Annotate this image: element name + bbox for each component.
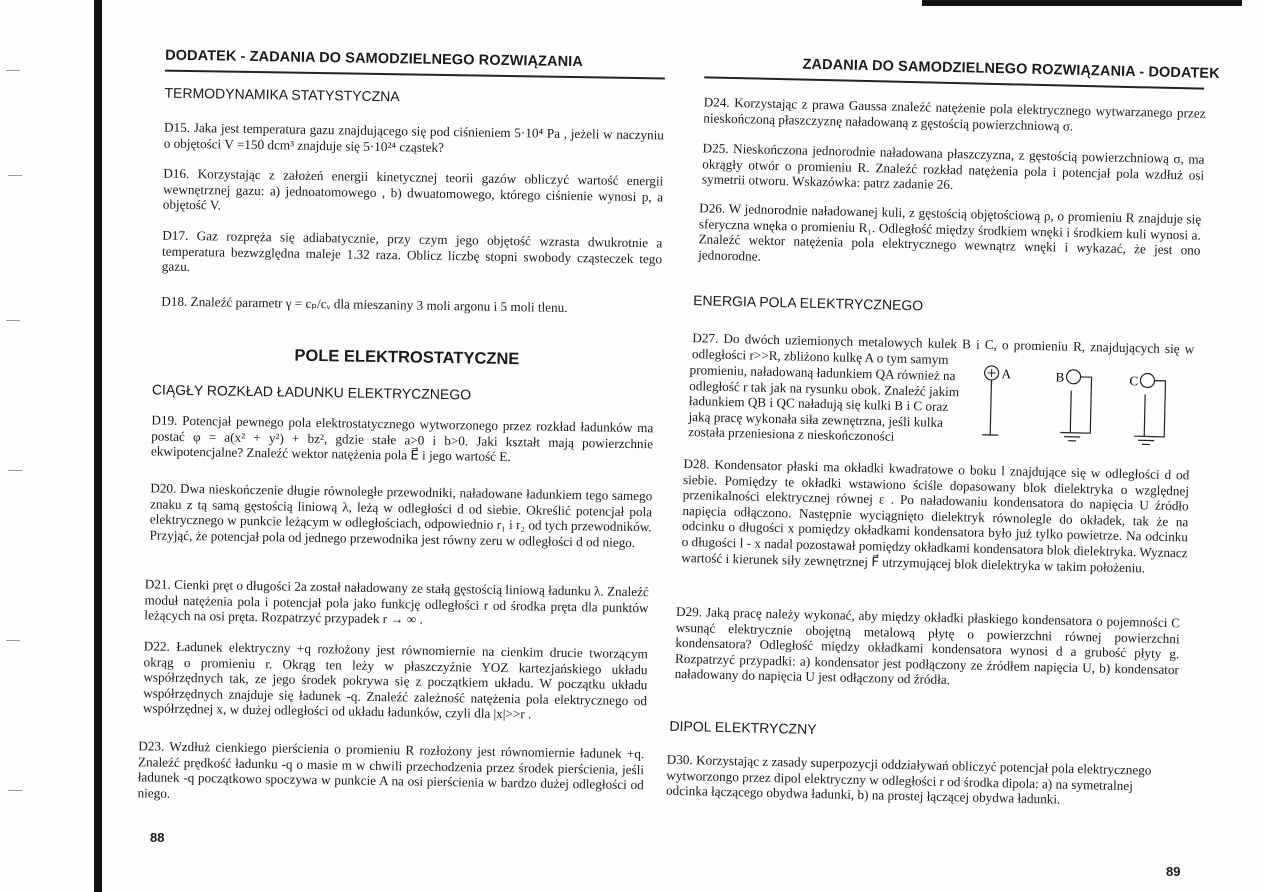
- right-page-number: 89: [1166, 864, 1181, 879]
- problem-d29: D29. Jaką pracę należy wykonać, aby między okładki płaskiego kondensatora o pojemności C wsunąć elektrycznie obojętną metalową płytę o powierzchni równej powierzchni kondensatora? Odległość między okładkami kondensatora wynosi d a grubość płyty g. Rozpatrzyć przypadki: a) kondensator jest podłączony ze źródłem napięcia U, b) kondensator naładowany do napięcia U jest odłączony od źródła.: [674, 603, 1181, 688]
- section-thermodynamics: TERMODYNAMIKA STATYSTYCZNA: [164, 84, 400, 105]
- problem-d20: D20. Dwa nieskończenie długie równoległe przewodniki, naładowane ładunkiem tego samego znaku z tą samą gęstością liniową λ, leżą w odległości d od siebie. Określić potencjał pola elektrycznego w punkcie leżącym w odległościach, odpowiednio r₁ i r₂ od tych przewodników. Przyjąć, że potencjał pola od jednego przewodnika jest równy zeru w odległości d od niego.: [149, 480, 653, 550]
- section-field-energy: ENERGIA POLA ELEKTRYCZNEGO: [693, 292, 924, 314]
- problem-d16: D16. Korzystając z założeń energii kinetycznej teorii gazów obliczyć wartość energii wewnętrznej gazu: a) jednoatomowego , b) dwuatomowego, którego ciśnienie wynosi p, a objętość V.: [162, 165, 664, 213]
- problem-d21: D21. Cienki pręt o długości 2a został naładowany ze stałą gęstością liniową ładunku λ. Znaleźć moduł natężenia pola i potencjał pola jako funkcję odległości r od środka pręta dla punktów leżących na osi pręta. Rozpatrzyć przypadek r → ∞ .: [144, 576, 649, 627]
- label-sphere-b: B: [1055, 369, 1065, 385]
- problem-d17: D17. Gaz rozpręża się adiabatycznie, przy czym jego objętość wzrasta dwukrotnie a temperatura bezwzględna maleje 1.32 raza. Oblicz liczbę stopni swobody cząsteczek tego gazu.: [161, 227, 663, 275]
- sphere-c: [1134, 373, 1166, 445]
- header-rule: [165, 70, 665, 79]
- problem-d22: D22. Ładunek elektryczny +q rozłożony jest równomiernie na cienkim drucie tworzącym okrąg o promieniu r. Okrąg ten leży w płaszczyźnie YOZ kartezjańskiego układu współrzędnych tak, ze jego środek pokrywa się z początkiem układu. W początku układu współrzędnych znajduje się ładunek -q. Znaleźć zależność natężenia pola elektrycznego od współrzędnej x, w dużej odległości od układu ładunków, czyli dla |x|>>r .: [142, 638, 648, 722]
- problem-d15: D15. Jaka jest temperatura gazu znajdującego się pod ciśnieniem 5·10⁴ Pa , jeżeli w naczyniu o objętości V =150 dcm³ znajduje się 5·10²⁴ cząstek?: [163, 119, 665, 155]
- margin-tick: [6, 640, 20, 641]
- problem-d25: D25. Nieskończona jednorodnie naładowana płaszczyzna, z gęstością powierzchniową σ, ma okrągły otwór o promieniu R. Znaleźć rozkład natężenia pola i potencjał pola wzdłuż osi symetrii otworu. Wskazówka: patrz zadanie 26.: [701, 140, 1205, 193]
- problem-d27: promieniu, naładowaną ładunkiem QA również na odległość r tak jak na rysunku obok. Znaleźć jakim ładunkiem QB i QC naładują się kulki B i C oraz jaką pracę wykonała siła zewnętrzna, jeśli kulka została przeniesiona z nieskończoności: [688, 362, 960, 445]
- label-sphere-c: C: [1129, 373, 1139, 389]
- margin-tick: [6, 320, 20, 321]
- problem-d30: D30. Korzystając z zasady superpozycji oddziaływań obliczyć potencjał pola elektrycznego wytworzongo przez dipol elektryczny w odległości r od środka dipola: a) na symetralnej odcinka łączącego obydwa ładunki, b) na prostej łączącej obydwa ładunki.: [665, 751, 1152, 807]
- problem-d23: D23. Wzdłuż cienkiego pierścienia o promieniu R rozłożony jest równomiernie ładunek +q. Znaleźć prędkość ładunku -q o masie m w chwili przechodzenia przez środek pierścienia, jeśli ładunek -q początkowo spoczywa w punkcie A na osi pierścienia w bardzo dużej odległości od niego.: [137, 738, 645, 801]
- margin-tick: [6, 70, 20, 71]
- sphere-b: [1060, 370, 1092, 442]
- problem-d19: D19. Potencjał pewnego pola elektrostatycznego wytworzonego przez rozkład ładunków ma postać φ = a(x² + y²) + bz², gdzie stałe a>0 i b>0. Jaki kształt mają powierzchnie ekwipotencjalne? Znaleźć wektor natężenia pola E⃗ i jego wartość E.: [150, 412, 654, 465]
- left-page-number: 88: [150, 830, 165, 845]
- problem-d24: D24. Korzystając z prawa Gaussa znaleźć natężenie pola elektrycznego wytwarzanego przez nieskończoną płaszczyznę naładowaną z gęstością powierzchniową σ.: [703, 94, 1206, 134]
- problem-d26: D26. W jednorodnie naładowanej kuli, z gęstością objętościową ρ, o promieniu R znajduje się sferyczna wnęka o promieniu R₁. Odległość między środkiem wnęki i środkiem kuli wynosi a. Znaleźć wektor natężenia pola elektrycznego wewnątrz wnęki i wykazać, że jest ono jednorodne.: [698, 200, 1202, 264]
- figure-spheres: [976, 359, 1186, 460]
- left-header: DODATEK - ZADANIA DO SAMODZIELNEGO ROZWIĄZANIA: [165, 47, 584, 71]
- top-edge-shadow: [922, 0, 1242, 6]
- section-dipole: DIPOL ELEKTRYCZNY: [669, 717, 817, 738]
- problem-d18: D18. Znaleźć parametr γ = cₚ/cᵥ dla mieszaniny 3 moli argonu i 5 moli tlenu.: [161, 293, 568, 315]
- right-page: [665, 0, 1263, 892]
- problem-d28: D28. Kondensator płaski ma okładki kwadratowe o boku l znajdujące się w odległości d od siebie. Pomiędzy te okładki wstawiono ściśle dopasowany blok dielektryka o względnej przenikalności elektrycznej równej ε . Po naładowaniu kondensatora do napięcia U źródło napięcia odłączono. Następnie wyciągnięto dielektryk równolegle do okładek, tak że na odcinku o długości x pomiędzy okładkami kondensatora było już tylko powietrze. Na odcinku o długości l - x nadal pozostawał pomiędzy okładkami kondensatora blok dielektryka. Wyznacz wartość i kierunek siły zewnętrznej F⃗ utrzymującej blok dielektryka w takim położeniu.: [681, 455, 1190, 576]
- section-continuous-charge: CIĄGŁY ROZKŁAD ŁADUNKU ELEKTRYCZNEGO: [151, 381, 472, 403]
- binding-shadow: [94, 0, 102, 892]
- problem-d27-intro: D27. Do dwóch uziemionych metalowych kulek B i C, o promieniu R, znajdujących się w odległości r>>R, zbliżono kulkę A o tym samym: [691, 330, 1195, 367]
- chapter-title: POLE ELEKTROSTATYCZNE: [294, 346, 520, 369]
- sphere-a: [982, 366, 1000, 435]
- right-header: ZADANIA DO SAMODZIELNEGO ROZWIĄZANIA - DODATEK: [802, 56, 1220, 83]
- margin-tick: [8, 470, 22, 471]
- margin-tick: [8, 790, 22, 791]
- margin-tick: [8, 175, 22, 176]
- label-sphere-a: A: [1001, 366, 1012, 382]
